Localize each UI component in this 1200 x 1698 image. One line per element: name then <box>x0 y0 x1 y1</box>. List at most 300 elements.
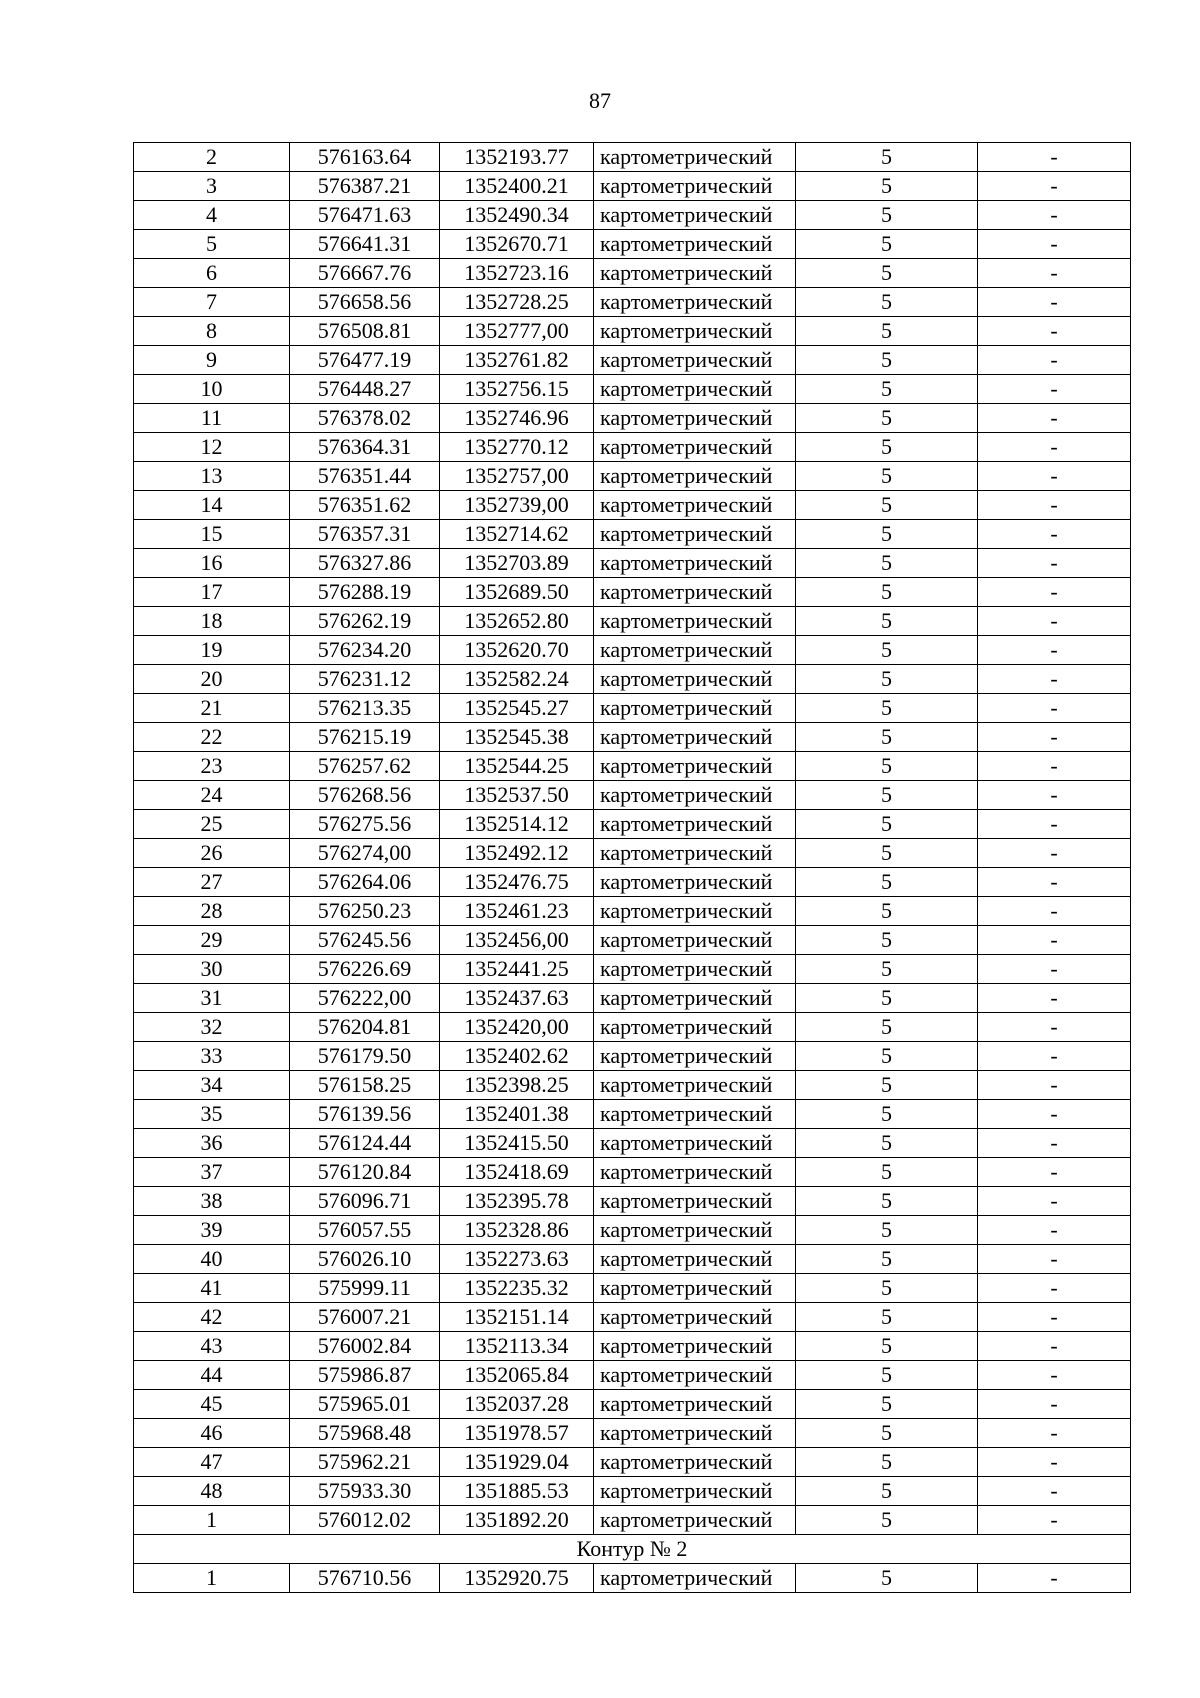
note-cell: - <box>978 549 1131 578</box>
y-coordinate-cell: 1352400.21 <box>440 172 594 201</box>
method-cell: картометрический <box>594 578 796 607</box>
accuracy-cell: 5 <box>796 549 978 578</box>
x-coordinate-cell: 576667.76 <box>290 259 440 288</box>
method-cell: картометрический <box>594 230 796 259</box>
x-coordinate-cell: 576204.81 <box>290 1013 440 1042</box>
x-coordinate-cell: 576234.20 <box>290 636 440 665</box>
point-number-cell: 35 <box>134 1100 290 1129</box>
table-row <box>134 1419 1131 1448</box>
point-number-cell: 26 <box>134 839 290 868</box>
point-number-cell: 18 <box>134 607 290 636</box>
x-coordinate-cell: 576658.56 <box>290 288 440 317</box>
table-row <box>134 491 1131 520</box>
note-cell: - <box>978 752 1131 781</box>
y-coordinate-cell: 1352456,00 <box>440 926 594 955</box>
x-coordinate-cell: 576250.23 <box>290 897 440 926</box>
x-coordinate-cell: 576245.56 <box>290 926 440 955</box>
x-coordinate-cell: 575968.48 <box>290 1419 440 1448</box>
note-cell: - <box>978 665 1131 694</box>
y-coordinate-cell: 1352402.62 <box>440 1042 594 1071</box>
table-row <box>134 201 1131 230</box>
table-row <box>134 839 1131 868</box>
x-coordinate-cell: 575986.87 <box>290 1361 440 1390</box>
method-cell: картометрический <box>594 201 796 230</box>
x-coordinate-cell: 576327.86 <box>290 549 440 578</box>
x-coordinate-cell: 576215.19 <box>290 723 440 752</box>
table-row <box>134 1013 1131 1042</box>
x-coordinate-cell: 576124.44 <box>290 1129 440 1158</box>
y-coordinate-cell: 1352537.50 <box>440 781 594 810</box>
accuracy-cell: 5 <box>796 143 978 172</box>
accuracy-cell: 5 <box>796 1013 978 1042</box>
method-cell: картометрический <box>594 549 796 578</box>
table-row <box>134 810 1131 839</box>
accuracy-cell: 5 <box>796 723 978 752</box>
point-number-cell: 29 <box>134 926 290 955</box>
method-cell: картометрический <box>594 781 796 810</box>
x-coordinate-cell: 576351.62 <box>290 491 440 520</box>
table-row <box>134 984 1131 1013</box>
y-coordinate-cell: 1352756.15 <box>440 375 594 404</box>
table-row <box>134 1274 1131 1303</box>
table-row <box>134 665 1131 694</box>
method-cell: картометрический <box>594 1187 796 1216</box>
table-row <box>134 172 1131 201</box>
table-row <box>134 375 1131 404</box>
accuracy-cell: 5 <box>796 433 978 462</box>
table-row <box>134 1071 1131 1100</box>
table-row <box>134 1158 1131 1187</box>
point-number-cell: 37 <box>134 1158 290 1187</box>
point-number-cell: 36 <box>134 1129 290 1158</box>
point-number-cell: 2 <box>134 143 290 172</box>
accuracy-cell: 5 <box>796 520 978 549</box>
method-cell: картометрический <box>594 1071 796 1100</box>
method-cell: картометрический <box>594 1448 796 1477</box>
y-coordinate-cell: 1352193.77 <box>440 143 594 172</box>
y-coordinate-cell: 1352723.16 <box>440 259 594 288</box>
method-cell: картометрический <box>594 1216 796 1245</box>
point-number-cell: 44 <box>134 1361 290 1390</box>
table-row <box>134 433 1131 462</box>
table-row <box>134 1390 1131 1419</box>
accuracy-cell: 5 <box>796 201 978 230</box>
point-number-cell: 39 <box>134 1216 290 1245</box>
point-number-cell: 42 <box>134 1303 290 1332</box>
note-cell: - <box>978 375 1131 404</box>
accuracy-cell: 5 <box>796 172 978 201</box>
accuracy-cell: 5 <box>796 1274 978 1303</box>
x-coordinate-cell: 576477.19 <box>290 346 440 375</box>
y-coordinate-cell: 1352476.75 <box>440 868 594 897</box>
method-cell: картометрический <box>594 1129 796 1158</box>
note-cell: - <box>978 810 1131 839</box>
point-number-cell: 12 <box>134 433 290 462</box>
y-coordinate-cell: 1352490.34 <box>440 201 594 230</box>
point-number-cell: 30 <box>134 955 290 984</box>
method-cell: картометрический <box>594 143 796 172</box>
x-coordinate-cell: 576139.56 <box>290 1100 440 1129</box>
point-number-cell: 10 <box>134 375 290 404</box>
method-cell: картометрический <box>594 1158 796 1187</box>
y-coordinate-cell: 1352065.84 <box>440 1361 594 1390</box>
method-cell: картометрический <box>594 1303 796 1332</box>
method-cell: картометрический <box>594 868 796 897</box>
x-coordinate-cell: 576257.62 <box>290 752 440 781</box>
note-cell: - <box>978 346 1131 375</box>
table-row <box>134 781 1131 810</box>
note-cell: - <box>978 636 1131 665</box>
method-cell: картометрический <box>594 433 796 462</box>
y-coordinate-cell: 1352714.62 <box>440 520 594 549</box>
point-number-cell: 1 <box>134 1506 290 1535</box>
method-cell: картометрический <box>594 1100 796 1129</box>
method-cell: картометрический <box>594 172 796 201</box>
method-cell: картометрический <box>594 375 796 404</box>
point-number-cell: 32 <box>134 1013 290 1042</box>
method-cell: картометрический <box>594 1274 796 1303</box>
table-row <box>134 404 1131 433</box>
point-number-cell: 1 <box>134 1564 290 1593</box>
point-number-cell: 16 <box>134 549 290 578</box>
method-cell: картометрический <box>594 955 796 984</box>
x-coordinate-cell: 576641.31 <box>290 230 440 259</box>
note-cell: - <box>978 1361 1131 1390</box>
method-cell: картометрический <box>594 1361 796 1390</box>
point-number-cell: 22 <box>134 723 290 752</box>
y-coordinate-cell: 1352670.71 <box>440 230 594 259</box>
accuracy-cell: 5 <box>796 665 978 694</box>
note-cell: - <box>978 1216 1131 1245</box>
table-row <box>134 1042 1131 1071</box>
note-cell: - <box>978 984 1131 1013</box>
point-number-cell: 19 <box>134 636 290 665</box>
x-coordinate-cell: 576288.19 <box>290 578 440 607</box>
y-coordinate-cell: 1352545.38 <box>440 723 594 752</box>
x-coordinate-cell: 576448.27 <box>290 375 440 404</box>
x-coordinate-cell: 576163.64 <box>290 143 440 172</box>
table-row <box>134 1477 1131 1506</box>
table-row <box>134 1216 1131 1245</box>
method-cell: картометрический <box>594 1245 796 1274</box>
table-row <box>134 868 1131 897</box>
y-coordinate-cell: 1352689.50 <box>440 578 594 607</box>
accuracy-cell: 5 <box>796 752 978 781</box>
table-row <box>134 1564 1131 1593</box>
accuracy-cell: 5 <box>796 230 978 259</box>
y-coordinate-cell: 1351978.57 <box>440 1419 594 1448</box>
point-number-cell: 46 <box>134 1419 290 1448</box>
method-cell: картометрический <box>594 317 796 346</box>
y-coordinate-cell: 1352235.32 <box>440 1274 594 1303</box>
point-number-cell: 34 <box>134 1071 290 1100</box>
accuracy-cell: 5 <box>796 375 978 404</box>
y-coordinate-cell: 1352420,00 <box>440 1013 594 1042</box>
y-coordinate-cell: 1352544.25 <box>440 752 594 781</box>
table-row <box>134 926 1131 955</box>
y-coordinate-cell: 1352037.28 <box>440 1390 594 1419</box>
accuracy-cell: 5 <box>796 1332 978 1361</box>
note-cell: - <box>978 955 1131 984</box>
x-coordinate-cell: 576471.63 <box>290 201 440 230</box>
table-row <box>134 288 1131 317</box>
x-coordinate-cell: 576264.06 <box>290 868 440 897</box>
point-number-cell: 17 <box>134 578 290 607</box>
table-row <box>134 1187 1131 1216</box>
y-coordinate-cell: 1352703.89 <box>440 549 594 578</box>
y-coordinate-cell: 1352395.78 <box>440 1187 594 1216</box>
y-coordinate-cell: 1352777,00 <box>440 317 594 346</box>
note-cell: - <box>978 1564 1131 1593</box>
point-number-cell: 43 <box>134 1332 290 1361</box>
point-number-cell: 45 <box>134 1390 290 1419</box>
note-cell: - <box>978 1071 1131 1100</box>
note-cell: - <box>978 897 1131 926</box>
x-coordinate-cell: 576213.35 <box>290 694 440 723</box>
note-cell: - <box>978 462 1131 491</box>
method-cell: картометрический <box>594 404 796 433</box>
y-coordinate-cell: 1352582.24 <box>440 665 594 694</box>
method-cell: картометрический <box>594 694 796 723</box>
accuracy-cell: 5 <box>796 636 978 665</box>
point-number-cell: 11 <box>134 404 290 433</box>
table-row <box>134 259 1131 288</box>
x-coordinate-cell: 576012.02 <box>290 1506 440 1535</box>
method-cell: картометрический <box>594 259 796 288</box>
x-coordinate-cell: 576378.02 <box>290 404 440 433</box>
table-row <box>134 723 1131 752</box>
note-cell: - <box>978 1100 1131 1129</box>
x-coordinate-cell: 576351.44 <box>290 462 440 491</box>
accuracy-cell: 5 <box>796 346 978 375</box>
note-cell: - <box>978 230 1131 259</box>
table-row <box>134 752 1131 781</box>
method-cell: картометрический <box>594 520 796 549</box>
accuracy-cell: 5 <box>796 897 978 926</box>
accuracy-cell: 5 <box>796 404 978 433</box>
point-number-cell: 13 <box>134 462 290 491</box>
note-cell: - <box>978 607 1131 636</box>
y-coordinate-cell: 1351892.20 <box>440 1506 594 1535</box>
x-coordinate-cell: 576387.21 <box>290 172 440 201</box>
accuracy-cell: 5 <box>796 1506 978 1535</box>
point-number-cell: 20 <box>134 665 290 694</box>
x-coordinate-cell: 576231.12 <box>290 665 440 694</box>
method-cell: картометрический <box>594 839 796 868</box>
section-title: Контур № 2 <box>134 1535 1131 1564</box>
note-cell: - <box>978 404 1131 433</box>
y-coordinate-cell: 1352920.75 <box>440 1564 594 1593</box>
note-cell: - <box>978 1158 1131 1187</box>
note-cell: - <box>978 201 1131 230</box>
coordinates-table <box>133 142 1131 1593</box>
table-row <box>134 694 1131 723</box>
table-row <box>134 462 1131 491</box>
note-cell: - <box>978 491 1131 520</box>
y-coordinate-cell: 1352273.63 <box>440 1245 594 1274</box>
table-row <box>134 1303 1131 1332</box>
y-coordinate-cell: 1352461.23 <box>440 897 594 926</box>
note-cell: - <box>978 839 1131 868</box>
point-number-cell: 14 <box>134 491 290 520</box>
method-cell: картометрический <box>594 1013 796 1042</box>
table-row <box>134 230 1131 259</box>
point-number-cell: 23 <box>134 752 290 781</box>
point-number-cell: 3 <box>134 172 290 201</box>
x-coordinate-cell: 576710.56 <box>290 1564 440 1593</box>
accuracy-cell: 5 <box>796 259 978 288</box>
point-number-cell: 27 <box>134 868 290 897</box>
note-cell: - <box>978 520 1131 549</box>
table-row <box>134 897 1131 926</box>
page-number: 87 <box>589 88 611 113</box>
accuracy-cell: 5 <box>796 1419 978 1448</box>
note-cell: - <box>978 781 1131 810</box>
note-cell: - <box>978 1303 1131 1332</box>
point-number-cell: 8 <box>134 317 290 346</box>
method-cell: картометрический <box>594 346 796 375</box>
y-coordinate-cell: 1352761.82 <box>440 346 594 375</box>
table-row <box>134 1129 1131 1158</box>
table-row <box>134 1245 1131 1274</box>
method-cell: картометрический <box>594 752 796 781</box>
table-row <box>134 549 1131 578</box>
table-row <box>134 520 1131 549</box>
method-cell: картометрический <box>594 1390 796 1419</box>
x-coordinate-cell: 576057.55 <box>290 1216 440 1245</box>
method-cell: картометрический <box>594 1042 796 1071</box>
accuracy-cell: 5 <box>796 1390 978 1419</box>
accuracy-cell: 5 <box>796 578 978 607</box>
accuracy-cell: 5 <box>796 1158 978 1187</box>
point-number-cell: 9 <box>134 346 290 375</box>
x-coordinate-cell: 576026.10 <box>290 1245 440 1274</box>
y-coordinate-cell: 1351929.04 <box>440 1448 594 1477</box>
note-cell: - <box>978 1013 1131 1042</box>
note-cell: - <box>978 1187 1131 1216</box>
point-number-cell: 5 <box>134 230 290 259</box>
table-row <box>134 607 1131 636</box>
point-number-cell: 47 <box>134 1448 290 1477</box>
table-row <box>134 1361 1131 1390</box>
accuracy-cell: 5 <box>796 694 978 723</box>
y-coordinate-cell: 1352113.34 <box>440 1332 594 1361</box>
note-cell: - <box>978 926 1131 955</box>
note-cell: - <box>978 1042 1131 1071</box>
accuracy-cell: 5 <box>796 1245 978 1274</box>
table-row <box>134 578 1131 607</box>
x-coordinate-cell: 576262.19 <box>290 607 440 636</box>
x-coordinate-cell: 576120.84 <box>290 1158 440 1187</box>
point-number-cell: 21 <box>134 694 290 723</box>
accuracy-cell: 5 <box>796 1564 978 1593</box>
note-cell: - <box>978 1245 1131 1274</box>
y-coordinate-cell: 1352328.86 <box>440 1216 594 1245</box>
note-cell: - <box>978 1274 1131 1303</box>
method-cell: картометрический <box>594 288 796 317</box>
note-cell: - <box>978 172 1131 201</box>
y-coordinate-cell: 1352652.80 <box>440 607 594 636</box>
note-cell: - <box>978 1477 1131 1506</box>
x-coordinate-cell: 576007.21 <box>290 1303 440 1332</box>
y-coordinate-cell: 1352492.12 <box>440 839 594 868</box>
accuracy-cell: 5 <box>796 288 978 317</box>
y-coordinate-cell: 1352418.69 <box>440 1158 594 1187</box>
table-row <box>134 955 1131 984</box>
point-number-cell: 40 <box>134 1245 290 1274</box>
point-number-cell: 25 <box>134 810 290 839</box>
note-cell: - <box>978 1506 1131 1535</box>
y-coordinate-cell: 1352545.27 <box>440 694 594 723</box>
x-coordinate-cell: 576222,00 <box>290 984 440 1013</box>
accuracy-cell: 5 <box>796 1129 978 1158</box>
note-cell: - <box>978 868 1131 897</box>
method-cell: картометрический <box>594 491 796 520</box>
note-cell: - <box>978 1129 1131 1158</box>
point-number-cell: 31 <box>134 984 290 1013</box>
note-cell: - <box>978 694 1131 723</box>
point-number-cell: 28 <box>134 897 290 926</box>
x-coordinate-cell: 575933.30 <box>290 1477 440 1506</box>
note-cell: - <box>978 578 1131 607</box>
accuracy-cell: 5 <box>796 955 978 984</box>
method-cell: картометрический <box>594 1332 796 1361</box>
note-cell: - <box>978 143 1131 172</box>
x-coordinate-cell: 576096.71 <box>290 1187 440 1216</box>
accuracy-cell: 5 <box>796 1071 978 1100</box>
x-coordinate-cell: 576275.56 <box>290 810 440 839</box>
accuracy-cell: 5 <box>796 607 978 636</box>
y-coordinate-cell: 1352739,00 <box>440 491 594 520</box>
accuracy-cell: 5 <box>796 1303 978 1332</box>
accuracy-cell: 5 <box>796 839 978 868</box>
note-cell: - <box>978 1448 1131 1477</box>
method-cell: картометрический <box>594 810 796 839</box>
x-coordinate-cell: 576226.69 <box>290 955 440 984</box>
accuracy-cell: 5 <box>796 781 978 810</box>
y-coordinate-cell: 1352441.25 <box>440 955 594 984</box>
note-cell: - <box>978 1390 1131 1419</box>
method-cell: картометрический <box>594 897 796 926</box>
y-coordinate-cell: 1352514.12 <box>440 810 594 839</box>
x-coordinate-cell: 576179.50 <box>290 1042 440 1071</box>
y-coordinate-cell: 1352151.14 <box>440 1303 594 1332</box>
x-coordinate-cell: 576357.31 <box>290 520 440 549</box>
table-row <box>134 636 1131 665</box>
accuracy-cell: 5 <box>796 1100 978 1129</box>
method-cell: картометрический <box>594 665 796 694</box>
method-cell: картометрический <box>594 1564 796 1593</box>
table-row <box>134 143 1131 172</box>
note-cell: - <box>978 317 1131 346</box>
x-coordinate-cell: 575999.11 <box>290 1274 440 1303</box>
accuracy-cell: 5 <box>796 1216 978 1245</box>
note-cell: - <box>978 288 1131 317</box>
x-coordinate-cell: 576002.84 <box>290 1332 440 1361</box>
table-row <box>134 1332 1131 1361</box>
y-coordinate-cell: 1352746.96 <box>440 404 594 433</box>
method-cell: картометрический <box>594 984 796 1013</box>
accuracy-cell: 5 <box>796 1361 978 1390</box>
accuracy-cell: 5 <box>796 491 978 520</box>
method-cell: картометрический <box>594 723 796 752</box>
table-row <box>134 1448 1131 1477</box>
x-coordinate-cell: 575965.01 <box>290 1390 440 1419</box>
note-cell: - <box>978 723 1131 752</box>
accuracy-cell: 5 <box>796 317 978 346</box>
section-row <box>134 1535 1131 1564</box>
point-number-cell: 15 <box>134 520 290 549</box>
